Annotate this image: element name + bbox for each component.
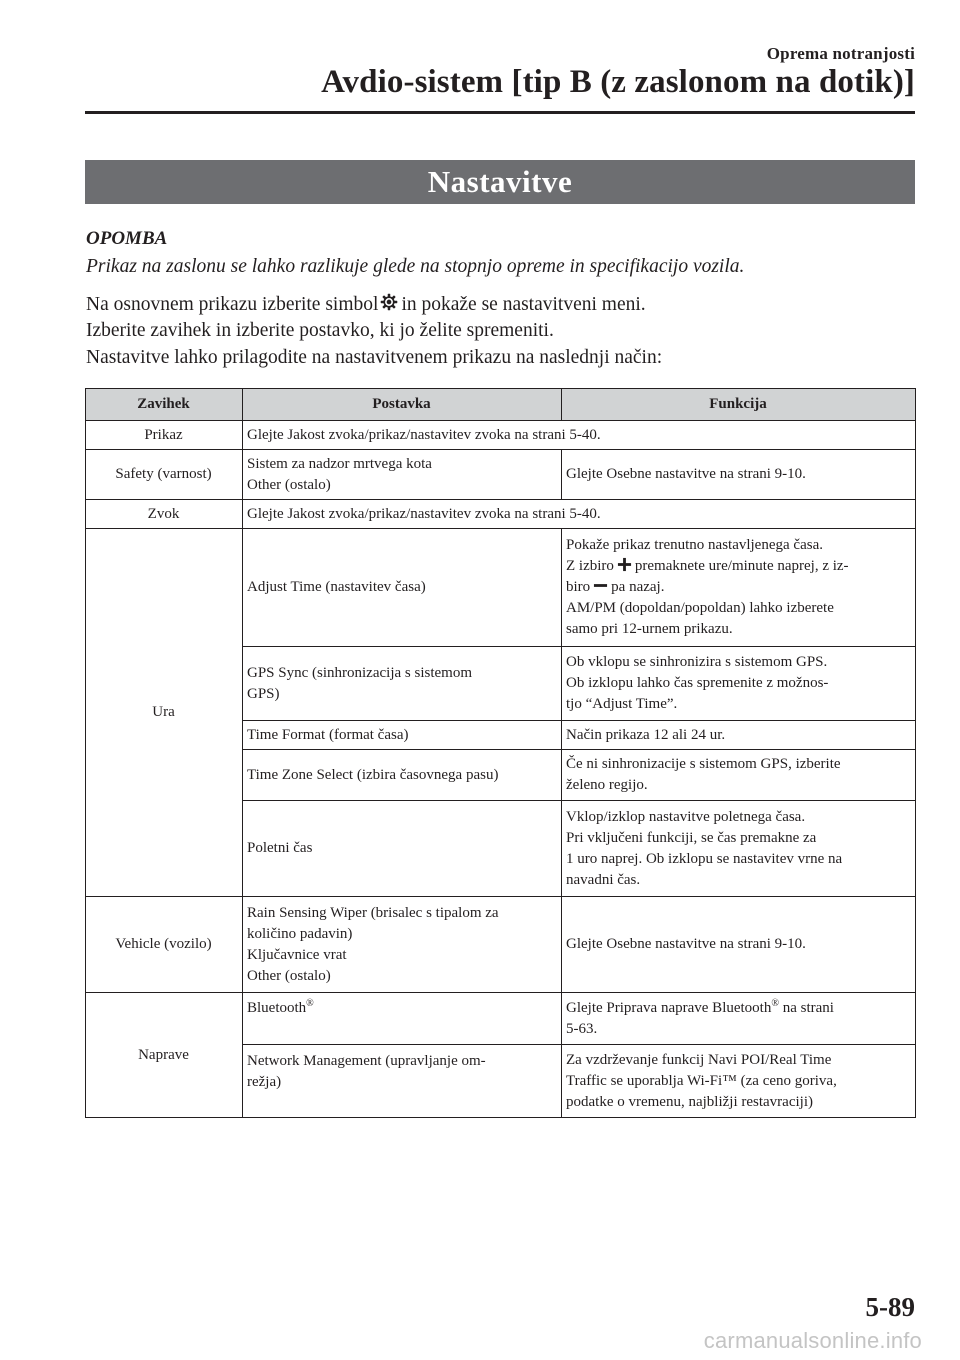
item-text: Rain Sensing Wiper (brisalec s tipalom za	[247, 904, 499, 921]
function-text-part: na strani	[778, 999, 834, 1016]
item-text: Other (ostalo)	[247, 967, 331, 984]
table-row	[86, 421, 916, 450]
intro-line-3: Nastavitve lahko prilagodite na nastavitvenem prikazu na naslednji način:	[86, 347, 663, 368]
tab-cell-naprave: Naprave	[86, 993, 243, 1118]
tab-cell-prikaz: Prikaz	[86, 421, 243, 450]
function-cell-safety: Glejte Osebne nastavitve na strani 9-10.	[562, 450, 916, 500]
function-text	[566, 998, 910, 1019]
column-header-function: Funkcija	[562, 389, 916, 421]
function-text-part: Glejte Priprava naprave Bluetooth	[566, 999, 772, 1016]
item-text: Network Management (upravljanje om-	[247, 1053, 486, 1069]
function-cell-adjust-time	[562, 529, 916, 647]
section-title: Nastavitve	[427, 164, 573, 199]
item-cell-daylight-saving: Poletni čas	[243, 801, 562, 897]
table-row	[86, 450, 916, 500]
table-row	[86, 500, 916, 529]
function-cell-network	[562, 1045, 916, 1118]
function-cell-daylight-saving	[562, 801, 916, 897]
column-header-item: Postavka	[243, 389, 562, 421]
merged-cell-zvok: Glejte Jakost zvoka/prikaz/nastavitev zvoka na strani 5-40.	[243, 500, 916, 529]
function-text-part: premaknete ure/minute naprej, z iz-	[634, 558, 849, 574]
function-text-part: Z izbiro	[566, 558, 614, 574]
item-cell-vehicle	[243, 897, 562, 993]
tab-cell-zvok: Zvok	[86, 500, 243, 529]
item-cell-gps-sync	[243, 647, 562, 721]
chapter-label: Oprema notranjosti	[766, 44, 915, 63]
plus-icon	[617, 557, 632, 572]
item-cell-time-zone: Time Zone Select (izbira časovnega pasu)	[243, 750, 562, 801]
function-text: Pokaže prikaz trenutno nastavljenega časa.	[566, 537, 823, 553]
gear-icon	[380, 293, 398, 311]
tab-cell-vehicle: Vehicle (vozilo)	[86, 897, 243, 993]
item-cell-bluetooth	[243, 993, 562, 1045]
function-text: želeno regijo.	[566, 777, 648, 793]
item-cell-network	[243, 1045, 562, 1118]
item-text: Sistem za nadzor mrtvega kota	[247, 455, 432, 472]
note-text: Prikaz na zaslonu se lahko razlikuje glede na stopnjo opreme in specifikacijo vozila.	[86, 256, 745, 277]
function-text: Ob izklopu lahko čas spremenite z možnos-	[566, 675, 829, 691]
item-cell-time-format: Time Format (format časa)	[243, 721, 562, 750]
function-text: Traffic se uporablja Wi-Fi™ (za ceno goriva,	[566, 1072, 837, 1089]
tab-cell-safety: Safety (varnost)	[86, 450, 243, 500]
function-text-part: pa nazaj.	[611, 579, 665, 595]
function-cell-time-format: Način prikaza 12 ali 24 ur.	[562, 721, 916, 750]
function-cell-gps-sync	[562, 647, 916, 721]
function-cell-vehicle: Glejte Osebne nastavitve na strani 9-10.	[562, 897, 916, 993]
function-text: Za vzdrževanje funkcij Navi POI/Real Time	[566, 1051, 832, 1068]
heading-divider	[85, 111, 915, 114]
tab-cell-ura: Ura	[86, 529, 243, 897]
watermark: carmanualsonline.info	[703, 1328, 922, 1353]
item-cell-safety	[243, 450, 562, 500]
function-cell-bluetooth	[562, 993, 916, 1045]
item-text: GPS Sync (sinhronizacija s sistemom	[247, 664, 472, 681]
intro-line-1	[86, 293, 646, 316]
function-text: Ob vklopu se sinhronizira s sistemom GPS.	[566, 654, 828, 670]
registered-mark: ®	[306, 998, 314, 1009]
item-text: Ključavnice vrat	[247, 946, 347, 963]
item-text: GPS)	[247, 685, 280, 702]
item-text: Bluetooth	[247, 1000, 307, 1016]
function-text	[566, 556, 910, 577]
note-label: OPOMBA	[86, 228, 168, 249]
intro-line-1-end: in pokaže se nastavitveni meni.	[401, 294, 646, 315]
item-text: količino padavin)	[247, 925, 353, 942]
function-text: podatke o vremenu, najbližji restavraciji)	[566, 1093, 813, 1110]
table-header-row	[86, 389, 916, 421]
function-text: Vklop/izklop nastavitve poletnega časa.	[566, 808, 806, 825]
item-cell-adjust-time: Adjust Time (nastavitev časa)	[243, 529, 562, 647]
function-text: Pri vključeni funkciji, se čas premakne za	[566, 829, 817, 846]
function-text: Če ni sinhronizacije s sistemom GPS, izberite	[566, 756, 841, 772]
intro-line-2: Izberite zavihek in izberite postavko, ki jo želite spremeniti.	[86, 320, 554, 341]
page-number: 5-89	[865, 1292, 915, 1322]
section-banner	[85, 160, 915, 204]
function-text: 1 uro naprej. Ob izklopu se nastavitev vrne na	[566, 850, 843, 867]
function-text	[566, 577, 910, 598]
table-row	[86, 993, 916, 1045]
function-text: tjo “Adjust Time”.	[566, 696, 678, 712]
registered-mark: ®	[771, 997, 779, 1009]
item-text: Other (ostalo)	[247, 476, 331, 493]
column-header-tab: Zavihek	[86, 389, 243, 421]
function-text: 5-63.	[566, 1020, 598, 1037]
function-cell-time-zone	[562, 750, 916, 801]
merged-cell-prikaz: Glejte Jakost zvoka/prikaz/nastavitev zvoka na strani 5-40.	[243, 421, 916, 450]
function-text: samo pri 12-urnem prikazu.	[566, 621, 733, 637]
intro-line-1-start: Na osnovnem prikazu izberite simbol	[86, 294, 379, 315]
function-text: AM/PM (dopoldan/popoldan) lahko izberete	[566, 600, 834, 616]
settings-table	[85, 388, 916, 1118]
function-text: navadni čas.	[566, 871, 641, 888]
function-text-part: biro	[566, 579, 591, 595]
page-title: Avdio-sistem [tip B (z zaslonom na dotik)]	[321, 64, 915, 100]
minus-icon	[593, 578, 608, 593]
table-row	[86, 897, 916, 993]
table-row	[86, 529, 916, 647]
item-text: režja)	[247, 1074, 282, 1090]
